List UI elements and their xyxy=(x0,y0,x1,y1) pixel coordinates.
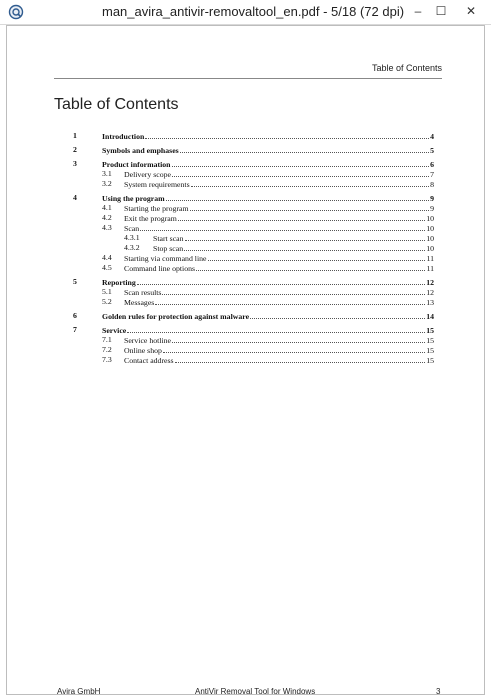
toc-entry-page: 15 xyxy=(426,326,434,335)
toc-entry[interactable] xyxy=(73,193,434,203)
toc-entry-number: 4.3.2 xyxy=(124,243,140,252)
toc-entry[interactable] xyxy=(73,311,434,321)
toc-entry-number: 5 xyxy=(73,277,77,286)
toc-entry-label: Delivery scope xyxy=(124,170,171,179)
toc-entry-number: 3.2 xyxy=(102,179,112,188)
toc-entry-page: 12 xyxy=(426,288,434,297)
toc-entry-label: Product information xyxy=(102,160,171,169)
toc-leader-dots xyxy=(178,213,425,221)
toc-leader-dots xyxy=(163,345,425,353)
toc-entry-page: 6 xyxy=(430,160,434,169)
window-titlebar xyxy=(0,0,491,25)
toc-entry[interactable] xyxy=(73,243,434,253)
toc-entry[interactable] xyxy=(73,335,434,345)
toc-leader-dots xyxy=(137,277,425,285)
toc-entry-number: 1 xyxy=(73,131,77,140)
toc-leader-dots xyxy=(145,131,429,139)
maximize-icon: ☐ xyxy=(435,4,447,18)
toc-entry-page: 10 xyxy=(426,214,434,223)
toc-entry[interactable] xyxy=(73,169,434,179)
footer-company: Avira GmbH xyxy=(57,687,101,696)
toc-entry-label: Online shop xyxy=(124,346,162,355)
toc-entry-page: 13 xyxy=(426,298,434,307)
window-title: man_avira_antivir-removaltool_en.pdf - 5/18 (72 dpi) xyxy=(102,4,405,19)
close-icon: ✕ xyxy=(465,4,477,18)
toc-entry-label: Service hotline xyxy=(124,336,171,345)
toc-entry-label: Reporting xyxy=(102,278,136,287)
toc-leader-dots xyxy=(180,145,429,153)
toc-entry-page: 9 xyxy=(430,194,434,203)
toc-entry-page: 14 xyxy=(426,312,434,321)
toc-entry-label: Messages xyxy=(124,298,155,307)
minimize-icon: – xyxy=(414,4,422,18)
toc-leader-dots xyxy=(155,297,425,305)
toc-entry-label: Stop scan xyxy=(153,244,184,253)
toc-entry-page: 10 xyxy=(426,224,434,233)
header-divider xyxy=(54,78,442,79)
toc-entry-page: 7 xyxy=(430,170,434,179)
toc-entry-number: 7 xyxy=(73,325,77,334)
close-button[interactable] xyxy=(456,0,486,22)
toc-entry-number: 7.3 xyxy=(102,355,112,364)
toc-entry-number: 7.2 xyxy=(102,345,112,354)
toc-entry[interactable] xyxy=(73,131,434,141)
document-page xyxy=(6,25,485,695)
toc-entry-label: Command line options xyxy=(124,264,196,273)
maximize-button[interactable] xyxy=(430,0,452,22)
toc-entry-page: 5 xyxy=(430,146,434,155)
footer-product: AntiVir Removal Tool for Windows xyxy=(195,687,316,696)
footer-page-number: 3 xyxy=(436,687,441,696)
toc-entry-number: 4.4 xyxy=(102,253,112,262)
toc-leader-dots xyxy=(175,355,426,363)
toc-entry-page: 15 xyxy=(426,336,434,345)
toc-leader-dots xyxy=(127,325,425,333)
toc-leader-dots xyxy=(208,253,426,261)
toc-entry[interactable] xyxy=(73,277,434,287)
toc-leader-dots xyxy=(172,159,430,167)
toc-entry-page: 10 xyxy=(426,244,434,253)
toc-entry-number: 4.3.1 xyxy=(124,233,140,242)
toc-entry-number: 4.2 xyxy=(102,213,112,222)
toc-entry[interactable] xyxy=(73,179,434,189)
toc-entry[interactable] xyxy=(73,145,434,155)
toc-entry[interactable] xyxy=(73,263,434,273)
toc-entry-label: Service xyxy=(102,326,127,335)
toc-entry-number: 3.1 xyxy=(102,169,112,178)
toc-entry[interactable] xyxy=(73,203,434,213)
toc-entry-label: Symbols and emphases xyxy=(102,146,179,155)
toc-leader-dots xyxy=(172,335,425,343)
toc-leader-dots xyxy=(172,169,429,177)
toc-entry-number: 7.1 xyxy=(102,335,112,344)
toc-leader-dots xyxy=(140,223,425,231)
toc-entry-number: 4 xyxy=(73,193,77,202)
toc-entry-label: Exit the program xyxy=(124,214,177,223)
toc-entry-number: 5.2 xyxy=(102,297,112,306)
toc-entry-label: Scan results xyxy=(124,288,162,297)
toc-entry-label: Introduction xyxy=(102,132,145,141)
toc-entry-number: 4.5 xyxy=(102,263,112,272)
toc-entry-number: 4.1 xyxy=(102,203,112,212)
toc-entry-number: 3 xyxy=(73,159,77,168)
toc-entry[interactable] xyxy=(73,233,434,243)
toc-entry-page: 4 xyxy=(430,132,434,141)
toc-entry[interactable] xyxy=(73,253,434,263)
page-title: Table of Contents xyxy=(54,96,179,113)
toc-leader-dots xyxy=(196,263,425,271)
minimize-button[interactable] xyxy=(407,0,429,22)
toc-entry-page: 9 xyxy=(430,204,434,213)
toc-entry-label: Starting the program xyxy=(124,204,189,213)
toc-entry-page: 12 xyxy=(426,278,434,287)
toc-leader-dots xyxy=(185,233,426,241)
toc-entry-label: Using the program xyxy=(102,194,165,203)
toc-entry-page: 15 xyxy=(426,356,434,365)
toc-entry-label: Contact address xyxy=(124,356,174,365)
toc-entry[interactable] xyxy=(73,325,434,335)
toc-entry[interactable] xyxy=(73,287,434,297)
toc-entry-page: 11 xyxy=(426,264,434,273)
toc-entry-page: 10 xyxy=(426,234,434,243)
toc-leader-dots xyxy=(250,311,425,319)
toc-leader-dots xyxy=(190,203,430,211)
toc-entry-label: Scan xyxy=(124,224,140,233)
toc-entry[interactable] xyxy=(73,345,434,355)
toc-entry[interactable] xyxy=(73,297,434,307)
toc-list xyxy=(73,131,434,365)
toc-entry[interactable] xyxy=(73,213,434,223)
toc-entry-number: 2 xyxy=(73,145,77,154)
toc-leader-dots xyxy=(162,287,425,295)
running-header: Table of Contents xyxy=(371,63,442,73)
toc-entry[interactable] xyxy=(73,159,434,169)
toc-entry-label: Start scan xyxy=(153,234,184,243)
pdf-viewer-app-icon[interactable] xyxy=(8,4,24,20)
toc-leader-dots xyxy=(191,179,429,187)
toc-entry-label: Golden rules for protection against malware xyxy=(102,312,250,321)
toc-entry[interactable] xyxy=(73,355,434,365)
toc-entry-page: 8 xyxy=(430,180,434,189)
toc-leader-dots xyxy=(166,193,429,201)
toc-entry-page: 15 xyxy=(426,346,434,355)
toc-entry[interactable] xyxy=(73,223,434,233)
toc-entry-number: 4.3 xyxy=(102,223,112,232)
toc-entry-number: 5.1 xyxy=(102,287,112,296)
toc-entry-label: System requirements xyxy=(124,180,190,189)
toc-entry-label: Starting via command line xyxy=(124,254,207,263)
toc-leader-dots xyxy=(184,243,425,251)
toc-entry-number: 6 xyxy=(73,311,77,320)
toc-entry-page: 11 xyxy=(426,254,434,263)
